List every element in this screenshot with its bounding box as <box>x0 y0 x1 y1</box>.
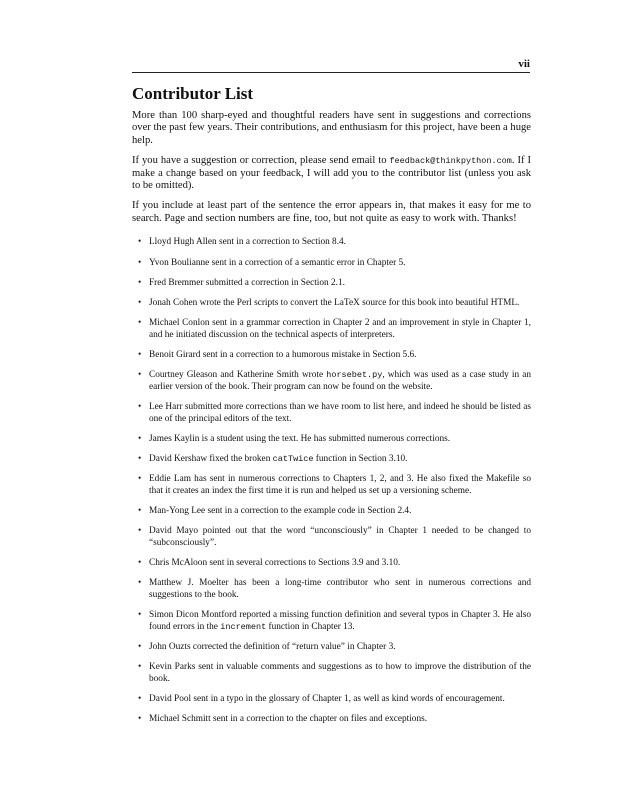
contributor-text: function in Section 3.10. <box>313 454 408 465</box>
contributor-text: Lloyd Hugh Allen sent in a correction to Section 8.4. <box>149 237 347 248</box>
bullet-icon: • <box>138 257 142 268</box>
bullet-icon: • <box>138 454 142 465</box>
bullet-icon: • <box>138 506 142 517</box>
contributor-item <box>132 610 531 633</box>
contributor-item <box>132 402 531 425</box>
page-title: Contributor List <box>132 84 254 103</box>
contributor-text: David Kershaw fixed the broken <box>149 454 273 465</box>
contributor-text: Jonah Cohen wrote the Perl scripts to convert the LaTeX source for this book into beautiful HTML. <box>149 298 520 309</box>
page-number: vii <box>518 58 530 70</box>
feedback-text-after: . If I make a change based on your feedback, I will add you to the contributor list (unless you ask to be omitted). <box>132 155 531 192</box>
contributor-item <box>132 506 531 517</box>
bullet-icon: • <box>138 277 142 288</box>
feedback-text-before: If you have a suggestion or correction, please send email to <box>132 155 390 167</box>
contributor-item <box>132 526 531 549</box>
bullet-icon: • <box>138 578 142 589</box>
contributor-text: James Kaylin is a student using the text. He has submitted numerous corrections. <box>149 433 451 444</box>
bullet-icon: • <box>138 662 142 673</box>
contributor-item <box>132 318 531 341</box>
bullet-icon: • <box>138 433 142 444</box>
feedback-paragraph <box>132 155 531 192</box>
contributor-text: Matthew J. Moelter has been a long-time contributor who sent in numerous corrections and suggestions to the book. <box>149 578 531 600</box>
bullet-icon: • <box>138 298 142 309</box>
bullet-icon: • <box>138 237 142 248</box>
contributor-text: Kevin Parks sent in valuable comments and suggestions as to how to improve the distribution of the book. <box>149 662 531 684</box>
contributor-code: catTwice <box>272 454 314 465</box>
contributor-item <box>132 434 531 445</box>
contributor-text: David Mayo pointed out that the word “unconsciously” in Chapter 1 needed to be changed to “subconsciously”. <box>149 526 531 548</box>
contributor-text: Simon Dicon Montford reported a missing function definition and several typos in Chapter 3. He also found errors in the <box>149 610 531 632</box>
bullet-icon: • <box>138 526 142 537</box>
contributor-text: function in Chapter 13. <box>266 621 355 632</box>
contributor-item <box>132 258 531 269</box>
search-paragraph: If you include at least part of the sentence the error appears in, that makes it easy for me to search. Page and section numbers are fine, too, but not quite as easy to work with. Thanks! <box>132 200 531 224</box>
contributor-text: , which was used as a case study in an earlier version of the book. Their program can now be found on the website. <box>149 370 531 392</box>
contributor-item <box>132 237 531 248</box>
bullet-icon: • <box>138 693 142 704</box>
contributor-text: Lee Harr submitted more corrections than we have room to list here, and indeed he should be listed as one of the principal editors of the text. <box>149 402 531 424</box>
contributor-code: horsebet.py <box>326 370 383 381</box>
intro-paragraph: More than 100 sharp-eyed and thoughtful readers have sent in suggestions and corrections over the past few years. Their contributions, and enthusiasm for this project, have been a huge help. <box>132 110 531 146</box>
contributor-item <box>132 370 531 393</box>
contributor-text: Benoit Girard sent in a correction to a humorous mistake in Section 5.6. <box>149 350 417 361</box>
contributor-code: increment <box>220 621 267 632</box>
contributor-text: Michael Conlon sent in a grammar correction in Chapter 2 and an improvement in style in Chapter 1, and he initiated discussion on the technical aspects of interpreters. <box>149 318 531 340</box>
page-body <box>132 110 531 734</box>
contributor-text: Fred Bremmer submitted a correction in Section 2.1. <box>149 277 345 288</box>
bullet-icon: • <box>138 474 142 485</box>
contributor-item <box>132 350 531 361</box>
page-header <box>132 58 530 73</box>
contributor-item <box>132 694 531 705</box>
contributor-text: David Pool sent in a typo in the glossary of Chapter 1, as well as kind words of encouragement. <box>149 693 505 704</box>
contributor-item <box>132 474 531 497</box>
contributor-item <box>132 662 531 685</box>
contributor-item <box>132 558 531 569</box>
contributor-item <box>132 642 531 653</box>
bullet-icon: • <box>138 350 142 361</box>
bullet-icon: • <box>138 714 142 725</box>
bullet-icon: • <box>138 370 142 381</box>
bullet-icon: • <box>138 610 142 621</box>
bullet-icon: • <box>138 402 142 413</box>
contributor-list <box>132 237 531 725</box>
feedback-email: feedback@thinkpython.com <box>389 156 512 167</box>
contributor-text: Man-Yong Lee sent in a correction to the example code in Section 2.4. <box>149 506 412 517</box>
contributor-item <box>132 714 531 725</box>
contributor-text: Eddie Lam has sent in numerous corrections to Chapters 1, 2, and 3. He also fixed the Makefile so that it creates an index the first time it is run and helped us set up a versioning scheme. <box>149 474 531 496</box>
contributor-text: Courtney Gleason and Katherine Smith wrote <box>149 370 327 381</box>
contributor-item <box>132 298 531 309</box>
contributor-item <box>132 454 531 465</box>
contributor-text: John Ouzts corrected the definition of “return value” in Chapter 3. <box>149 641 396 652</box>
contributor-text: Michael Schmitt sent in a correction to the chapter on files and exceptions. <box>149 714 428 725</box>
contributor-item <box>132 578 531 601</box>
bullet-icon: • <box>138 558 142 569</box>
contributor-text: Yvon Boulianne sent in a correction of a semantic error in Chapter 5. <box>149 257 406 268</box>
bullet-icon: • <box>138 318 142 329</box>
bullet-icon: • <box>138 641 142 652</box>
contributor-item <box>132 278 531 289</box>
contributor-text: Chris McAloon sent in several corrections to Sections 3.9 and 3.10. <box>149 558 401 569</box>
